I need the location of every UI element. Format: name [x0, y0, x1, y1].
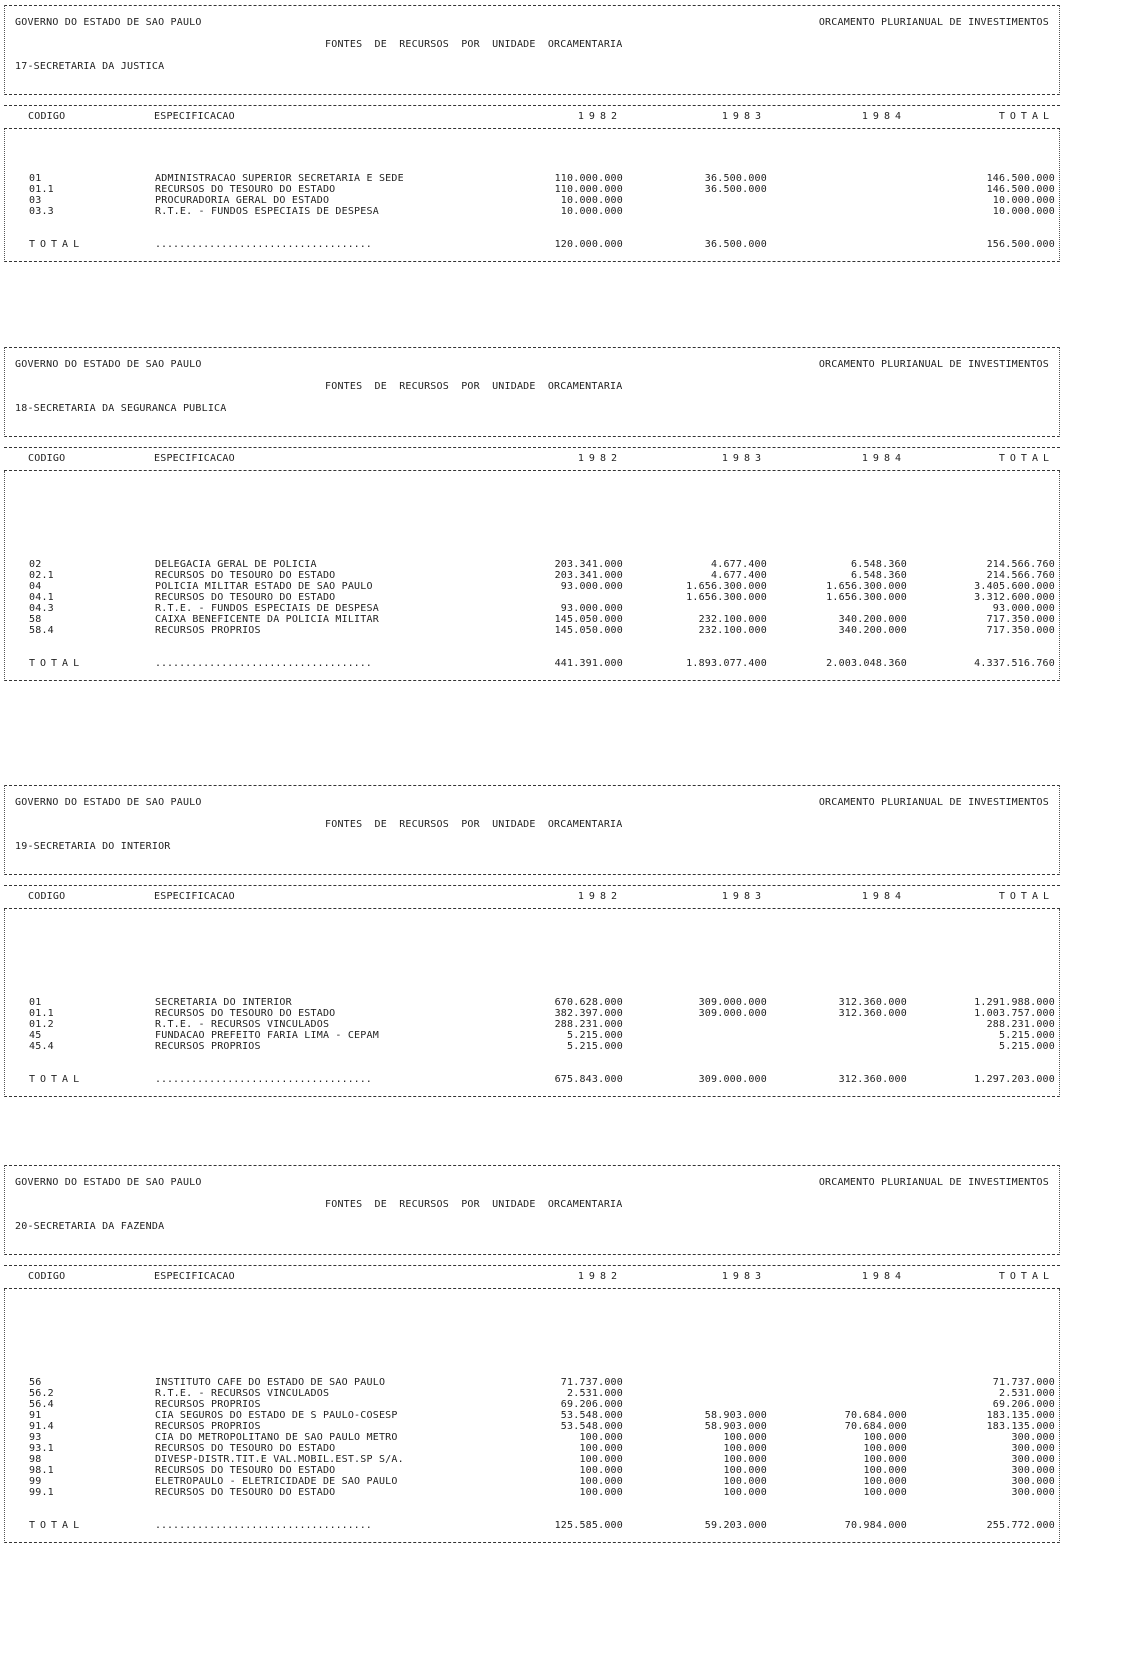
header-line	[5, 1188, 1059, 1199]
total-y1984: 2.003.048.360	[826, 658, 907, 669]
header-line	[5, 348, 1059, 359]
column-header-total: TOTAL	[998, 453, 1054, 464]
table-row	[5, 184, 1059, 195]
cell-spec: CAIXA BENEFICENTE DA POLICIA MILITAR	[155, 614, 379, 625]
report-title: ORCAMENTO PLURIANUAL DE INVESTIMENTOS	[818, 1177, 1049, 1188]
header-line	[5, 28, 1059, 39]
budget-table	[4, 471, 1060, 681]
cell-y1982: 100.000	[579, 1443, 623, 1454]
cell-y1982: 100.000	[579, 1465, 623, 1476]
government-name: GOVERNO DO ESTADO DE SAO PAULO	[15, 797, 202, 808]
table-row	[5, 173, 1059, 184]
cell-code: 45.4	[29, 1041, 54, 1052]
column-header-y1982: 1982	[577, 453, 622, 464]
cell-total: 717.350.000	[986, 625, 1055, 636]
header-line	[5, 1199, 1059, 1210]
cell-y1982: 69.206.000	[560, 1399, 623, 1410]
column-header-total: TOTAL	[998, 1271, 1054, 1282]
cell-y1984: 70.684.000	[844, 1410, 907, 1421]
budget-section	[4, 5, 1060, 262]
cell-total: 1.003.757.000	[974, 1008, 1055, 1019]
table-row	[5, 1465, 1059, 1476]
table-row	[5, 1432, 1059, 1443]
total-y1984: 70.984.000	[844, 1520, 907, 1531]
cell-y1983: 309.000.000	[698, 1008, 767, 1019]
column-header-code: CODIGO	[28, 453, 66, 464]
spacer-row	[5, 217, 1059, 228]
cell-code: 91	[29, 1410, 42, 1421]
cell-code: 04	[29, 581, 42, 592]
column-header-y1982: 1982	[577, 1271, 622, 1282]
spacer-row	[5, 1063, 1059, 1074]
report-header	[4, 785, 1060, 875]
cell-spec: PROCURADORIA GERAL DO ESTADO	[155, 195, 330, 206]
table-row	[5, 1476, 1059, 1487]
table-row	[5, 1041, 1059, 1052]
total-leader-dots: ....................................	[155, 239, 372, 250]
column-header-row	[4, 1265, 1060, 1289]
cell-y1983: 100.000	[723, 1432, 767, 1443]
report-title: ORCAMENTO PLURIANUAL DE INVESTIMENTOS	[818, 17, 1049, 28]
cell-spec: DIVESP-DISTR.TIT.E VAL.MOBIL.EST.SP S/A.	[155, 1454, 404, 1465]
total-label: TOTAL	[29, 1520, 85, 1531]
header-line	[5, 841, 1059, 852]
cell-code: 03.3	[29, 206, 54, 217]
cell-spec: RECURSOS PROPRIOS	[155, 625, 261, 636]
table-row	[5, 1388, 1059, 1399]
cell-total: 214.566.760	[986, 559, 1055, 570]
cell-y1984: 340.200.000	[838, 614, 907, 625]
budget-table	[4, 1289, 1060, 1543]
cell-y1984: 312.360.000	[838, 1008, 907, 1019]
column-header-code: CODIGO	[28, 111, 66, 122]
cell-y1982: 145.050.000	[554, 614, 623, 625]
table-row	[5, 581, 1059, 592]
cell-code: 98.1	[29, 1465, 54, 1476]
cell-total: 93.000.000	[992, 603, 1055, 614]
cell-total: 300.000	[1011, 1487, 1055, 1498]
total-total: 4.337.516.760	[974, 658, 1055, 669]
total-label: TOTAL	[29, 239, 85, 250]
header-line	[5, 370, 1059, 381]
table-row	[5, 592, 1059, 603]
cell-y1982: 110.000.000	[554, 184, 623, 195]
cell-spec: RECURSOS PROPRIOS	[155, 1421, 261, 1432]
cell-y1984: 6.548.360	[851, 559, 907, 570]
spacer-row	[5, 1509, 1059, 1520]
table-row	[5, 997, 1059, 1008]
cell-y1983: 100.000	[723, 1443, 767, 1454]
header-line	[5, 1210, 1059, 1221]
cell-code: 01.1	[29, 1008, 54, 1019]
cell-spec: RECURSOS PROPRIOS	[155, 1399, 261, 1410]
cell-y1984: 100.000	[863, 1465, 907, 1476]
column-header-spec: ESPECIFICACAO	[154, 1271, 235, 1282]
cell-y1982: 10.000.000	[560, 206, 623, 217]
column-header-total: TOTAL	[998, 111, 1054, 122]
header-line	[5, 425, 1059, 436]
column-header-y1983: 1983	[721, 1271, 766, 1282]
cell-total: 300.000	[1011, 1443, 1055, 1454]
table-row	[5, 614, 1059, 625]
cell-spec: R.T.E. - RECURSOS VINCULADOS	[155, 1019, 330, 1030]
table-row	[5, 603, 1059, 614]
total-leader-dots: ....................................	[155, 658, 372, 669]
table-row	[5, 206, 1059, 217]
header-line	[5, 1243, 1059, 1254]
cell-y1982: 93.000.000	[560, 603, 623, 614]
cell-y1982: 670.628.000	[554, 997, 623, 1008]
total-y1984: 312.360.000	[838, 1074, 907, 1085]
cell-y1984: 100.000	[863, 1443, 907, 1454]
cell-y1982: 93.000.000	[560, 581, 623, 592]
report-subtitle: FONTES DE RECURSOS POR UNIDADE ORCAMENTARIA	[325, 1199, 623, 1210]
header-line	[5, 852, 1059, 863]
cell-total: 71.737.000	[992, 1377, 1055, 1388]
cell-total: 214.566.760	[986, 570, 1055, 581]
header-line	[5, 1177, 1059, 1188]
report-header	[4, 5, 1060, 95]
cell-code: 91.4	[29, 1421, 54, 1432]
column-header-y1983: 1983	[721, 891, 766, 902]
cell-code: 01	[29, 997, 42, 1008]
cell-y1982: 71.737.000	[560, 1377, 623, 1388]
cell-y1982: 382.397.000	[554, 1008, 623, 1019]
column-header-y1984: 1984	[861, 891, 906, 902]
cell-spec: CIA DO METROPOLITANO DE SAO PAULO METRO	[155, 1432, 398, 1443]
cell-code: 99.1	[29, 1487, 54, 1498]
table-row	[5, 1377, 1059, 1388]
cell-total: 10.000.000	[992, 195, 1055, 206]
column-header-y1984: 1984	[861, 111, 906, 122]
budget-table	[4, 909, 1060, 1097]
report-title: ORCAMENTO PLURIANUAL DE INVESTIMENTOS	[818, 797, 1049, 808]
cell-code: 99	[29, 1476, 42, 1487]
cell-y1984: 1.656.300.000	[826, 592, 907, 603]
header-line	[5, 39, 1059, 50]
table-row	[5, 195, 1059, 206]
cell-spec: RECURSOS PROPRIOS	[155, 1041, 261, 1052]
header-line	[5, 1166, 1059, 1177]
table-row	[5, 1019, 1059, 1030]
column-header-y1983: 1983	[721, 111, 766, 122]
column-header-code: CODIGO	[28, 891, 66, 902]
column-header-y1982: 1982	[577, 891, 622, 902]
government-name: GOVERNO DO ESTADO DE SAO PAULO	[15, 17, 202, 28]
column-header-row	[4, 885, 1060, 909]
header-line	[5, 1232, 1059, 1243]
cell-y1984: 100.000	[863, 1432, 907, 1443]
column-header-y1983: 1983	[721, 453, 766, 464]
cell-y1982: 53.548.000	[560, 1410, 623, 1421]
total-row	[5, 1520, 1059, 1531]
column-header-row	[4, 447, 1060, 471]
cell-code: 01.1	[29, 184, 54, 195]
spacer-row	[5, 250, 1059, 261]
header-line	[5, 414, 1059, 425]
cell-y1982: 145.050.000	[554, 625, 623, 636]
cell-total: 3.405.600.000	[974, 581, 1055, 592]
total-y1983: 1.893.077.400	[686, 658, 767, 669]
spacer-row	[5, 1531, 1059, 1542]
cell-code: 98	[29, 1454, 42, 1465]
total-leader-dots: ....................................	[155, 1520, 372, 1531]
cell-y1983: 58.903.000	[704, 1421, 767, 1432]
cell-y1983: 232.100.000	[698, 614, 767, 625]
column-header-y1984: 1984	[861, 453, 906, 464]
cell-y1983: 4.677.400	[711, 559, 767, 570]
cell-spec: RECURSOS DO TESOURO DO ESTADO	[155, 1443, 336, 1454]
table-row	[5, 1410, 1059, 1421]
cell-spec: RECURSOS DO TESOURO DO ESTADO	[155, 592, 336, 603]
report-header	[4, 1165, 1060, 1255]
column-header-y1984: 1984	[861, 1271, 906, 1282]
cell-spec: RECURSOS DO TESOURO DO ESTADO	[155, 1008, 336, 1019]
cell-code: 45	[29, 1030, 42, 1041]
header-line	[5, 863, 1059, 874]
cell-y1983: 100.000	[723, 1465, 767, 1476]
cell-total: 300.000	[1011, 1476, 1055, 1487]
cell-spec: R.T.E. - RECURSOS VINCULADOS	[155, 1388, 330, 1399]
cell-total: 183.135.000	[986, 1410, 1055, 1421]
spacer-row	[5, 636, 1059, 647]
header-line	[5, 1221, 1059, 1232]
cell-total: 1.291.988.000	[974, 997, 1055, 1008]
cell-y1983: 100.000	[723, 1487, 767, 1498]
cell-spec: RECURSOS DO TESOURO DO ESTADO	[155, 184, 336, 195]
total-y1982: 125.585.000	[554, 1520, 623, 1531]
cell-code: 04.3	[29, 603, 54, 614]
cell-code: 93	[29, 1432, 42, 1443]
spacer-row	[5, 647, 1059, 658]
cell-y1982: 2.531.000	[567, 1388, 623, 1399]
cell-code: 02	[29, 559, 42, 570]
cell-y1984: 100.000	[863, 1476, 907, 1487]
report-subtitle: FONTES DE RECURSOS POR UNIDADE ORCAMENTARIA	[325, 39, 623, 50]
report-subtitle: FONTES DE RECURSOS POR UNIDADE ORCAMENTARIA	[325, 381, 623, 392]
cell-y1984: 6.548.360	[851, 570, 907, 581]
cell-y1982: 203.341.000	[554, 559, 623, 570]
report-header	[4, 347, 1060, 437]
cell-code: 01.2	[29, 1019, 54, 1030]
cell-spec: RECURSOS DO TESOURO DO ESTADO	[155, 1465, 336, 1476]
cell-y1983: 4.677.400	[711, 570, 767, 581]
cell-total: 10.000.000	[992, 206, 1055, 217]
cell-y1982: 10.000.000	[560, 195, 623, 206]
cell-spec: FUNDACAO PREFEITO FARIA LIMA - CEPAM	[155, 1030, 379, 1041]
column-header-spec: ESPECIFICACAO	[154, 111, 235, 122]
header-line	[5, 17, 1059, 28]
government-name: GOVERNO DO ESTADO DE SAO PAULO	[15, 359, 202, 370]
total-total: 255.772.000	[986, 1520, 1055, 1531]
cell-total: 3.312.600.000	[974, 592, 1055, 603]
cell-spec: RECURSOS DO TESOURO DO ESTADO	[155, 570, 336, 581]
total-label: TOTAL	[29, 1074, 85, 1085]
header-line	[5, 61, 1059, 72]
header-line	[5, 392, 1059, 403]
column-header-spec: ESPECIFICACAO	[154, 453, 235, 464]
cell-spec: RECURSOS DO TESOURO DO ESTADO	[155, 1487, 336, 1498]
cell-spec: POLICIA MILITAR ESTADO DE SAO PAULO	[155, 581, 373, 592]
header-line	[5, 83, 1059, 94]
header-line	[5, 819, 1059, 830]
table-row	[5, 570, 1059, 581]
total-row	[5, 658, 1059, 669]
cell-spec: ELETROPAULO - ELETRICIDADE DE SAO PAULO	[155, 1476, 398, 1487]
cell-total: 5.215.000	[999, 1030, 1055, 1041]
cell-code: 58	[29, 614, 42, 625]
cell-spec: INSTITUTO CAFE DO ESTADO DE SAO PAULO	[155, 1377, 386, 1388]
table-row	[5, 625, 1059, 636]
cell-y1982: 100.000	[579, 1487, 623, 1498]
column-header-y1982: 1982	[577, 111, 622, 122]
cell-total: 183.135.000	[986, 1421, 1055, 1432]
budget-section	[4, 347, 1060, 681]
cell-y1982: 5.215.000	[567, 1041, 623, 1052]
cell-y1983: 232.100.000	[698, 625, 767, 636]
cell-y1982: 5.215.000	[567, 1030, 623, 1041]
cell-y1983: 100.000	[723, 1476, 767, 1487]
cell-spec: R.T.E. - FUNDOS ESPECIAIS DE DESPESA	[155, 206, 379, 217]
cell-total: 146.500.000	[986, 184, 1055, 195]
column-header-total: TOTAL	[998, 891, 1054, 902]
header-line	[5, 381, 1059, 392]
cell-spec: ADMINISTRACAO SUPERIOR SECRETARIA E SEDE	[155, 173, 404, 184]
cell-code: 58.4	[29, 625, 54, 636]
report-subtitle: FONTES DE RECURSOS POR UNIDADE ORCAMENTARIA	[325, 819, 623, 830]
cell-total: 146.500.000	[986, 173, 1055, 184]
cell-code: 04.1	[29, 592, 54, 603]
cell-code: 02.1	[29, 570, 54, 581]
cell-spec: SECRETARIA DO INTERIOR	[155, 997, 292, 1008]
cell-y1982: 100.000	[579, 1454, 623, 1465]
cell-y1984: 340.200.000	[838, 625, 907, 636]
section-title: 19-SECRETARIA DO INTERIOR	[15, 841, 171, 852]
cell-code: 93.1	[29, 1443, 54, 1454]
total-y1982: 675.843.000	[554, 1074, 623, 1085]
budget-section	[4, 1165, 1060, 1543]
cell-y1982: 100.000	[579, 1432, 623, 1443]
cell-y1983: 36.500.000	[704, 184, 767, 195]
total-total: 156.500.000	[986, 239, 1055, 250]
header-line	[5, 786, 1059, 797]
header-line	[5, 808, 1059, 819]
cell-y1983: 309.000.000	[698, 997, 767, 1008]
cell-spec: R.T.E. - FUNDOS ESPECIAIS DE DESPESA	[155, 603, 379, 614]
budget-table	[4, 129, 1060, 262]
cell-spec: DELEGACIA GERAL DE POLICIA	[155, 559, 317, 570]
cell-spec: CIA SEGUROS DO ESTADO DE S PAULO-COSESP	[155, 1410, 398, 1421]
table-row	[5, 1421, 1059, 1432]
total-label: TOTAL	[29, 658, 85, 669]
cell-y1983: 1.656.300.000	[686, 581, 767, 592]
total-row	[5, 1074, 1059, 1085]
table-row	[5, 1443, 1059, 1454]
column-header-row	[4, 105, 1060, 129]
report-title: ORCAMENTO PLURIANUAL DE INVESTIMENTOS	[818, 359, 1049, 370]
table-row	[5, 1399, 1059, 1410]
cell-y1982: 288.231.000	[554, 1019, 623, 1030]
header-line	[5, 359, 1059, 370]
spacer-row	[5, 1498, 1059, 1509]
cell-total: 300.000	[1011, 1454, 1055, 1465]
cell-total: 300.000	[1011, 1465, 1055, 1476]
cell-total: 717.350.000	[986, 614, 1055, 625]
cell-y1982: 100.000	[579, 1476, 623, 1487]
cell-y1982: 53.548.000	[560, 1421, 623, 1432]
cell-total: 300.000	[1011, 1432, 1055, 1443]
table-row	[5, 1487, 1059, 1498]
cell-y1984: 100.000	[863, 1487, 907, 1498]
column-header-code: CODIGO	[28, 1271, 66, 1282]
spacer-row	[5, 228, 1059, 239]
cell-code: 56.4	[29, 1399, 54, 1410]
header-line	[5, 403, 1059, 414]
header-line	[5, 6, 1059, 17]
section-title: 17-SECRETARIA DA JUSTICA	[15, 61, 165, 72]
total-y1983: 36.500.000	[704, 239, 767, 250]
cell-y1983: 1.656.300.000	[686, 592, 767, 603]
cell-total: 69.206.000	[992, 1399, 1055, 1410]
table-row	[5, 559, 1059, 570]
table-row	[5, 1454, 1059, 1465]
header-line	[5, 50, 1059, 61]
total-y1983: 59.203.000	[704, 1520, 767, 1531]
cell-y1983: 58.903.000	[704, 1410, 767, 1421]
spacer-row	[5, 669, 1059, 680]
header-line	[5, 830, 1059, 841]
cell-code: 56	[29, 1377, 42, 1388]
spacer-row	[5, 1052, 1059, 1063]
budget-section	[4, 785, 1060, 1097]
cell-total: 288.231.000	[986, 1019, 1055, 1030]
header-line	[5, 797, 1059, 808]
cell-y1982: 110.000.000	[554, 173, 623, 184]
spacer-row	[5, 1085, 1059, 1096]
section-title: 20-SECRETARIA DA FAZENDA	[15, 1221, 165, 1232]
section-title: 18-SECRETARIA DA SEGURANCA PUBLICA	[15, 403, 227, 414]
cell-code: 56.2	[29, 1388, 54, 1399]
cell-y1982: 203.341.000	[554, 570, 623, 581]
total-total: 1.297.203.000	[974, 1074, 1055, 1085]
cell-code: 01	[29, 173, 42, 184]
total-row	[5, 239, 1059, 250]
cell-total: 2.531.000	[999, 1388, 1055, 1399]
total-leader-dots: ....................................	[155, 1074, 372, 1085]
cell-code: 03	[29, 195, 42, 206]
cell-y1984: 312.360.000	[838, 997, 907, 1008]
total-y1983: 309.000.000	[698, 1074, 767, 1085]
cell-y1983: 100.000	[723, 1454, 767, 1465]
cell-y1984: 100.000	[863, 1454, 907, 1465]
cell-y1983: 36.500.000	[704, 173, 767, 184]
cell-y1984: 70.684.000	[844, 1421, 907, 1432]
cell-total: 5.215.000	[999, 1041, 1055, 1052]
government-name: GOVERNO DO ESTADO DE SAO PAULO	[15, 1177, 202, 1188]
total-y1982: 120.000.000	[554, 239, 623, 250]
table-row	[5, 1008, 1059, 1019]
cell-y1984: 1.656.300.000	[826, 581, 907, 592]
column-header-spec: ESPECIFICACAO	[154, 891, 235, 902]
total-y1982: 441.391.000	[554, 658, 623, 669]
table-row	[5, 1030, 1059, 1041]
header-line	[5, 72, 1059, 83]
